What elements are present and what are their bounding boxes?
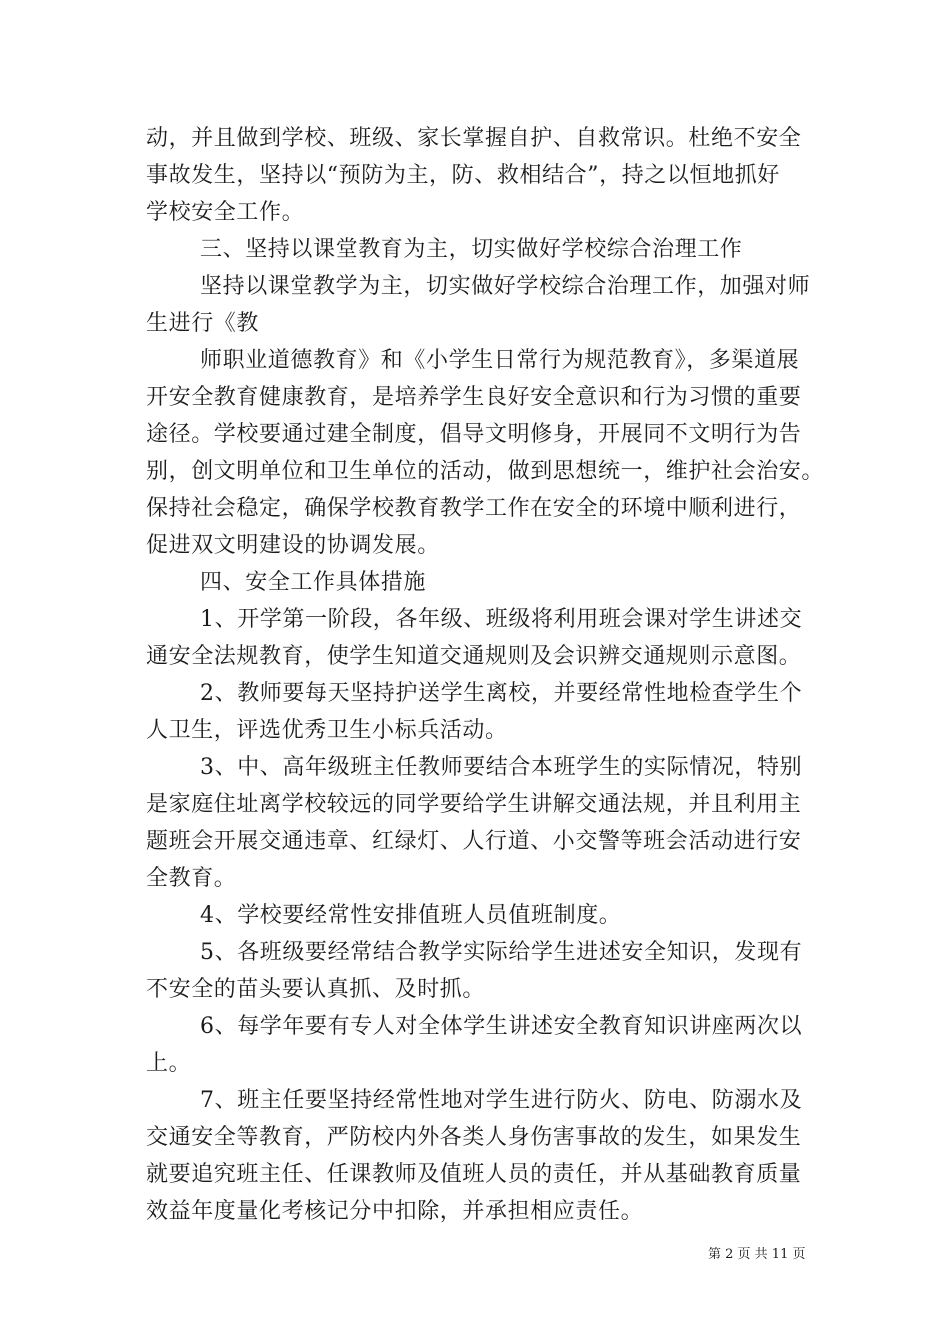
text-line: 促进双文明建设的协调发展。 (146, 533, 440, 558)
text-line: 题班会开展交通违章、红绿灯、人行道、小交警等班会活动进行安 (146, 829, 802, 854)
text-line: 2、教师要每天坚持护送学生离校，并要经常性地检查学生个 (200, 681, 803, 706)
text-line: 1、开学第一阶段，各年级、班级将利用班会课对学生讲述交 (200, 607, 803, 632)
text-line: 通安全法规教育，使学生知道交通规则及会识辨交通规则示意图。 (146, 644, 802, 669)
text-line: 事故发生，坚持以“预防为主，防、救相结合”，持之以恒地抓好 (146, 163, 780, 188)
text-line: 生进行《教 (146, 311, 260, 336)
text-line: 不安全的苗头要认真抓、及时抓。 (146, 977, 486, 1002)
text-line: 6、每学年要有专人对全体学生讲述安全教育知识讲座两次以 (200, 1014, 803, 1039)
text-line: 是家庭住址离学校较远的同学要给学生讲解交通法规，并且利用主 (146, 792, 802, 817)
text-line: 学校安全工作。 (146, 200, 305, 225)
text-line: 就要追究班主任、任课教师及值班人员的责任，并从基础教育质量 (146, 1162, 802, 1187)
text-line: 全教育。 (146, 866, 237, 891)
text-line: 动，并且做到学校、班级、家长掌握自护、自救常识。杜绝不安全 (146, 126, 802, 151)
page-number-footer: 第 2 页 共 11 页 (708, 1247, 806, 1262)
text-line: 别，创文明单位和卫生单位的活动，做到思想统一，维护社会治安。 (146, 459, 825, 484)
text-line: 上。 (146, 1051, 192, 1076)
text-line: 途径。学校要通过建全制度，倡导文明修身，开展同不文明行为告 (146, 422, 802, 447)
section-heading: 三、坚持以课堂教育为主，切实做好学校综合治理工作 (200, 237, 743, 262)
text-line: 开安全教育健康教育，是培养学生良好安全意识和行为习惯的重要 (146, 385, 802, 410)
text-line: 3、中、高年级班主任教师要结合本班学生的实际情况，特别 (200, 755, 803, 780)
text-line: 交通安全等教育，严防校内外各类人身伤害事故的发生，如果发生 (146, 1125, 802, 1150)
text-line: 5、各班级要经常结合教学实际给学生进述安全知识，发现有 (200, 940, 803, 965)
section-heading: 四、安全工作具体措施 (200, 570, 427, 595)
text-line: 保持社会稳定，确保学校教育教学工作在安全的环境中顺利进行， (146, 496, 802, 521)
text-line: 7、班主任要坚持经常性地对学生进行防火、防电、防溺水及 (200, 1088, 803, 1113)
text-line: 坚持以课堂教学为主，切实做好学校综合治理工作，加强对师 (200, 274, 811, 299)
text-line: 人卫生，评选优秀卫生小标兵活动。 (146, 718, 508, 743)
text-line: 4、学校要经常性安排值班人员值班制度。 (200, 903, 622, 928)
text-line: 效益年度量化考核记分中扣除，并承担相应责任。 (146, 1199, 644, 1224)
text-line: 师职业道德教育》和《小学生日常行为规范教育》，多渠道展 (200, 348, 800, 373)
